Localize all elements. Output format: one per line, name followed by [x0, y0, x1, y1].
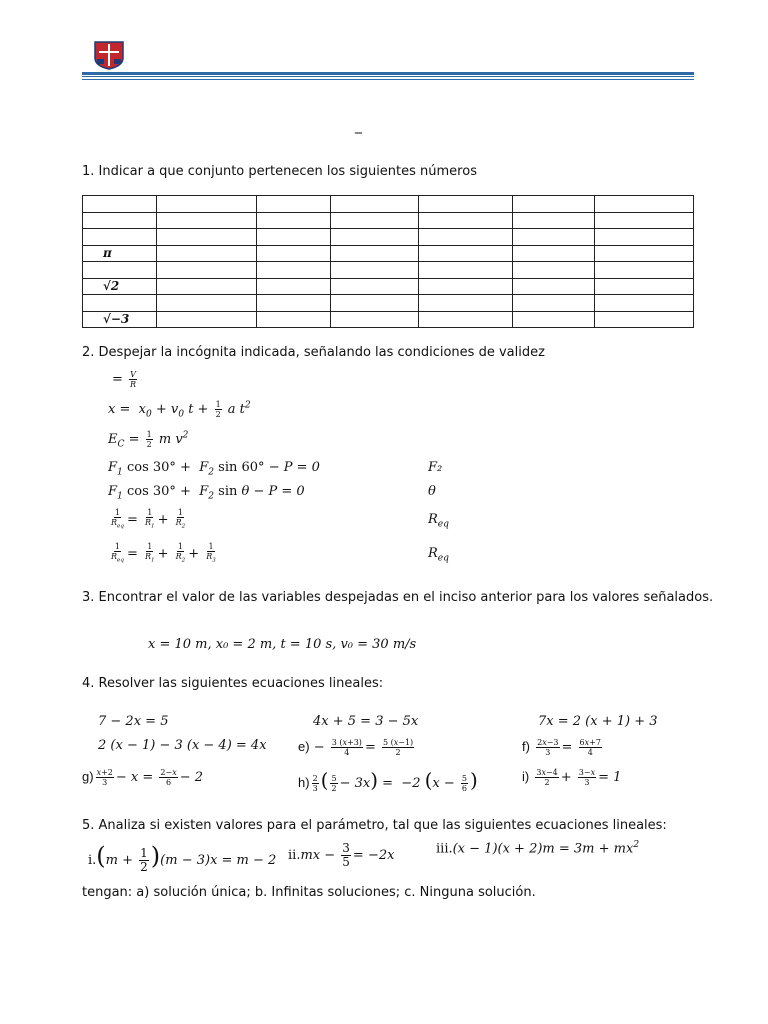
table-cell: [513, 262, 595, 279]
table-cell: [256, 229, 330, 246]
equation-forces-60: $F_1$ $\cos 30^\circ + F_2$ sin 60° − P = 0: [108, 460, 320, 478]
equation-resistors-3: $\frac{1}{R_{eq}}$ = $\frac{1}{R_1}$ + $\frac{1}{R_2}$ + $\frac{1}{R_3}$: [111, 542, 216, 564]
label-g: g): [82, 769, 94, 784]
table-cell: [256, 245, 330, 262]
given-values: x = 10 m, x₀ = 2 m, t = 10 s, v₀ = 30 m/s: [148, 637, 417, 652]
table-cell: [595, 311, 694, 328]
table-row: [83, 262, 694, 279]
table-cell: [256, 278, 330, 295]
equation-forces-theta: $F_1$ $\cos 30^\circ + F_2$ sin θ − P = 0: [108, 484, 305, 502]
table-row-label: [83, 196, 157, 213]
equation-e: e) − $\frac{3 (x+3)}{4}$ = $\frac{5 (x-1)}{2}$: [298, 738, 414, 757]
table-cell: [419, 295, 513, 312]
parametric-equation-ii: ii.mx − $\frac{3}{5}$ = −2x: [288, 841, 395, 869]
table-cell: [256, 196, 330, 213]
table-cell: [256, 262, 330, 279]
table-cell: [330, 229, 419, 246]
table-cell: [156, 278, 256, 295]
table-row: [83, 196, 694, 213]
table-cell: [419, 311, 513, 328]
equation-kinetic-energy: $E_C$ = $\frac{1}{2}$ m $v^2$: [108, 430, 189, 450]
table-cell: [419, 262, 513, 279]
school-crest-logo: [93, 40, 125, 70]
equation-c: 7x = 2 (x + 1) + 3: [538, 714, 658, 729]
table-row: [83, 311, 694, 328]
equation-h: h) $\frac{2}{3}$ ( $\frac{5}{2}$ − 3x) = −2 (x − $\frac{5}{6}$ ): [298, 768, 478, 793]
label-h: h): [298, 775, 310, 790]
table-cell: [419, 278, 513, 295]
table-cell: [330, 212, 419, 229]
table-cell: [595, 229, 694, 246]
header-rule-thin: [82, 76, 694, 77]
table-row-label: π: [83, 245, 157, 262]
equation-a: 7 − 2x = 5: [98, 714, 169, 729]
equation-b: 4x + 5 = 3 − 5x: [313, 714, 419, 729]
table-row: [83, 245, 694, 262]
table-row: [83, 229, 694, 246]
question-1: 1. Indicar a que conjunto pertenecen los siguientes números: [82, 164, 477, 179]
table-cell: [513, 229, 595, 246]
table-cell: [156, 295, 256, 312]
table-row-label: √2: [83, 278, 157, 295]
table-cell: [330, 245, 419, 262]
question-4: 4. Resolver las siguientes ecuaciones lineales:: [82, 676, 384, 691]
table-cell: [330, 196, 419, 213]
variable-req-2: $R_{eq}$: [428, 546, 449, 564]
variable-f2: F₂: [428, 460, 443, 475]
title-dash: _: [355, 118, 362, 134]
equation-ohm: = $\frac{V}{R}$: [112, 370, 137, 389]
table-cell: [419, 245, 513, 262]
table-cell: [419, 212, 513, 229]
number-sets-table: [82, 195, 694, 328]
equation-g: g) $\frac{x+2}{3}$ − x = $\frac{2-x}{6}$ − 2: [82, 768, 203, 787]
header-rule-thick: [82, 72, 694, 75]
table-cell: [513, 311, 595, 328]
table-cell: [513, 295, 595, 312]
table-cell: [330, 311, 419, 328]
table-cell: [156, 262, 256, 279]
parametric-equation-i: i.(m + $\frac{1}{2}$ )(m − 3)x = m − 2: [88, 842, 277, 874]
table-cell: [419, 229, 513, 246]
table-row: [83, 212, 694, 229]
table-cell: [156, 212, 256, 229]
table-cell: [330, 295, 419, 312]
table-cell: [330, 262, 419, 279]
table-cell: [419, 196, 513, 213]
table-cell: [156, 245, 256, 262]
table-cell: [595, 212, 694, 229]
table-cell: [156, 311, 256, 328]
table-row-label: [83, 212, 157, 229]
equation-d: 2 (x − 1) − 3 (x − 4) = 4x: [98, 738, 267, 753]
table-cell: [595, 295, 694, 312]
table-cell: [595, 245, 694, 262]
label-f: f): [522, 739, 530, 754]
table-cell: [256, 311, 330, 328]
table-cell: [595, 196, 694, 213]
table-row: [83, 295, 694, 312]
parametric-equation-iii: $iii.(x - 1)(x + 2)m = 3m + mx^2$: [436, 840, 640, 857]
table-cell: [513, 278, 595, 295]
table-cell: [156, 229, 256, 246]
label-e: e): [298, 739, 310, 754]
table-cell: [595, 262, 694, 279]
table-row-label: √−3: [83, 311, 157, 328]
question-2: 2. Despejar la incógnita indicada, señalando las condiciones de validez: [82, 345, 545, 360]
table-cell: [595, 278, 694, 295]
equation-i: i) $\frac{3x-4}{2}$ + $\frac{3-x}{3}$ = 1: [522, 768, 622, 787]
table-row-label: [83, 295, 157, 312]
table-cell: [513, 245, 595, 262]
table-row-label: [83, 229, 157, 246]
question-5-closing: tengan: a) solución única; b. Infinitas soluciones; c. Ninguna solución.: [82, 885, 536, 900]
table-cell: [330, 278, 419, 295]
table-row-label: [83, 262, 157, 279]
table-cell: [256, 212, 330, 229]
label-i: i): [522, 769, 530, 784]
question-5: 5. Analiza si existen valores para el parámetro, tal que las siguientes ecuaciones lineales:: [82, 818, 667, 833]
table-row: [83, 278, 694, 295]
variable-theta: θ: [428, 484, 436, 499]
header-rule-thin-2: [82, 79, 694, 80]
table-cell: [256, 295, 330, 312]
table-cell: [513, 196, 595, 213]
equation-resistors-2: $\frac{1}{R_{eq}}$ = $\frac{1}{R_1}$ + $\frac{1}{R_2}$: [111, 508, 186, 530]
table-cell: [513, 212, 595, 229]
table-cell: [156, 196, 256, 213]
question-3: 3. Encontrar el valor de las variables despejadas en el inciso anterior para los valores señalados.: [82, 590, 714, 605]
equation-f: f) $\frac{2x-3}{3}$ = $\frac{6x+7}{4}$: [522, 738, 601, 757]
variable-req-1: $R_{eq}$: [428, 512, 449, 530]
equation-position: $x = x_0 + v_0$ t + $\frac{1}{2}$ a $t^2$: [108, 400, 251, 420]
